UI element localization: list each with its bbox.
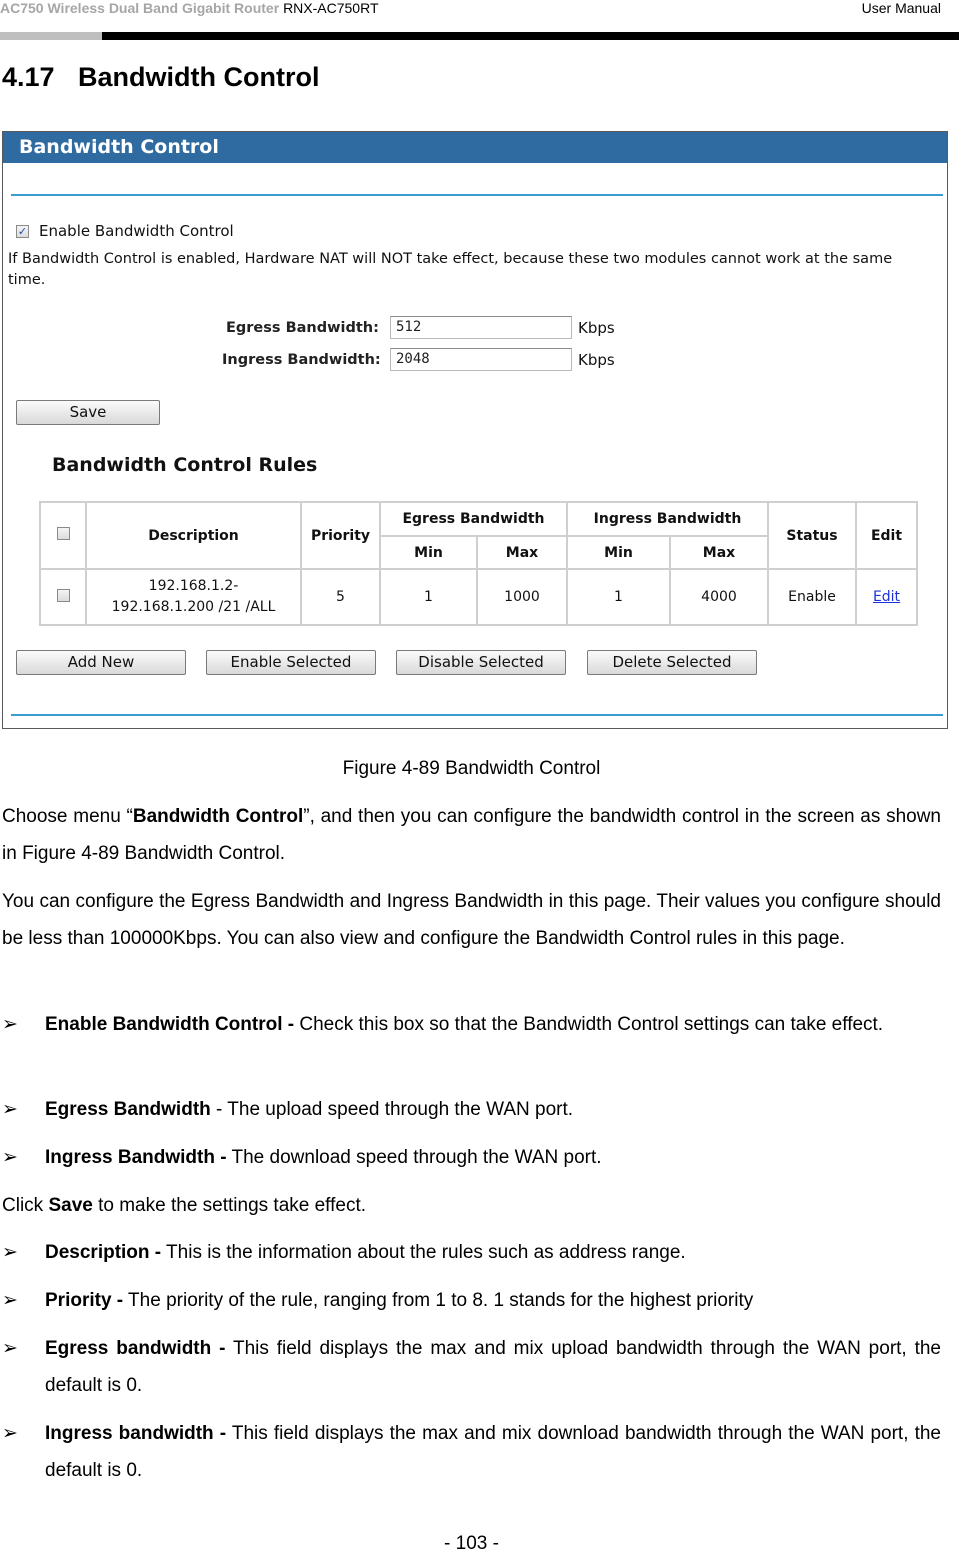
row-priority: 5 xyxy=(301,569,380,625)
col-ingress-max: Max xyxy=(670,536,768,569)
bullet-term: Priority - xyxy=(45,1290,124,1311)
bullet-egress-bandwidth xyxy=(2,1091,941,1128)
delete-selected-button[interactable]: Delete Selected xyxy=(587,650,757,675)
row-checkbox[interactable] xyxy=(57,589,70,602)
bullet-term: Enable Bandwidth Control - xyxy=(45,1014,295,1035)
col-priority: Priority xyxy=(301,502,380,569)
enable-label: Enable Bandwidth Control xyxy=(39,222,234,240)
col-description: Description xyxy=(86,502,301,569)
bandwidth-control-figure xyxy=(2,131,948,729)
bullet-term: Ingress Bandwidth - xyxy=(45,1147,227,1168)
row-egress-min: 1 xyxy=(380,569,477,625)
bullet-ingress-field xyxy=(2,1415,941,1489)
figure-caption: Figure 4-89 Bandwidth Control xyxy=(342,758,601,779)
enable-checkbox[interactable]: ✓ xyxy=(17,225,28,238)
header-product: AC750 Wireless Dual Band Gigabit Router xyxy=(0,0,280,16)
header-bar-black xyxy=(102,32,959,40)
bullet-term: Egress bandwidth - xyxy=(45,1338,226,1359)
bullet-priority xyxy=(2,1282,941,1319)
add-new-button[interactable]: Add New xyxy=(16,650,186,675)
rules-table xyxy=(39,501,918,626)
egress-input[interactable]: 512 xyxy=(390,316,572,339)
bullet-marker: ➢ xyxy=(2,1290,18,1311)
table-row xyxy=(40,569,917,625)
bullet-egress-field xyxy=(2,1330,941,1404)
intro-paragraph-2: You can configure the Egress Bandwidth and Ingress Bandwidth in this page. Their values you configure should be less than 100000Kbps. You can also view and configure the Bandwidth Control rules in this page. xyxy=(2,891,941,949)
bullet-ingress-bandwidth xyxy=(2,1139,941,1176)
section-title xyxy=(2,62,319,93)
bullet-marker: ➢ xyxy=(2,1147,18,1168)
bullet-description xyxy=(2,1234,941,1271)
bullet-text: Check this box so that the Bandwidth Control settings can take effect. xyxy=(294,1014,884,1035)
save-button[interactable]: Save xyxy=(16,400,160,425)
row-status: Enable xyxy=(768,569,856,625)
warning-line1: If Bandwidth Control is enabled, Hardware NAT will NOT take effect, because these two modules cannot work at the same xyxy=(8,251,893,267)
egress-label: Egress Bandwidth: xyxy=(226,320,379,336)
row-description xyxy=(86,569,301,625)
panel-title: Bandwidth Control xyxy=(3,132,947,163)
row-select-cell xyxy=(40,569,86,625)
bottom-divider xyxy=(11,714,943,716)
top-divider xyxy=(11,194,943,196)
intro-p1-a: Choose menu “ xyxy=(2,806,133,827)
col-ingress-min: Min xyxy=(567,536,670,569)
row-ingress-min: 1 xyxy=(567,569,670,625)
row-edit-cell xyxy=(856,569,917,625)
bullet-marker: ➢ xyxy=(2,1242,18,1263)
col-edit: Edit xyxy=(856,502,917,569)
click-save-a: Click xyxy=(2,1195,49,1216)
col-egress: Egress Bandwidth xyxy=(380,502,567,536)
bullet-text: This field displays the max and mix upload bandwidth through the WAN port, the default is 0. xyxy=(45,1338,941,1396)
bullet-marker: ➢ xyxy=(2,1099,18,1120)
header-left xyxy=(0,0,379,16)
click-save-paragraph xyxy=(2,1187,941,1224)
click-save-b: to make the settings take effect. xyxy=(92,1195,367,1216)
bullet-enable-bandwidth xyxy=(2,1006,941,1043)
header-manual: User Manual xyxy=(861,0,941,16)
ingress-label: Ingress Bandwidth: xyxy=(222,352,381,368)
intro-p1-b: ”, and then you can configure the bandwidth control in the screen as shown in Figure 4-89 Bandwidth Control. xyxy=(2,806,942,864)
edit-link[interactable]: Edit xyxy=(872,589,901,605)
header-bar-grey xyxy=(0,32,102,40)
select-all-checkbox[interactable] xyxy=(57,527,70,540)
intro-paragraph-1 xyxy=(2,798,941,872)
col-ingress: Ingress Bandwidth xyxy=(567,502,768,536)
page-header xyxy=(0,0,959,40)
section-title-text: Bandwidth Control xyxy=(78,62,320,92)
row-egress-max: 1000 xyxy=(477,569,567,625)
header-model: RNX-AC750RT xyxy=(283,0,379,16)
row-description-line2: 192.168.1.200 /21 /ALL xyxy=(111,599,276,615)
page-number: - 103 - xyxy=(444,1533,499,1554)
bullet-text: - The upload speed through the WAN port. xyxy=(210,1099,574,1120)
enable-selected-button[interactable]: Enable Selected xyxy=(206,650,376,675)
section-number: 4.17 xyxy=(2,62,55,92)
bullet-marker: ➢ xyxy=(2,1338,18,1359)
ingress-input[interactable]: 2048 xyxy=(390,348,572,371)
bullet-text: This is the information about the rules such as address range. xyxy=(161,1242,686,1263)
ingress-unit: Kbps xyxy=(578,351,615,369)
warning-line2: time. xyxy=(8,272,46,288)
col-egress-max: Max xyxy=(477,536,567,569)
row-ingress-max: 4000 xyxy=(670,569,768,625)
bullet-marker: ➢ xyxy=(2,1423,18,1444)
bullet-text: The priority of the rule, ranging from 1 to 8. 1 stands for the highest priority xyxy=(123,1290,754,1311)
bullet-term: Egress Bandwidth xyxy=(45,1099,211,1120)
bullet-term: Ingress bandwidth - xyxy=(45,1423,227,1444)
bullet-text: The download speed through the WAN port. xyxy=(226,1147,602,1168)
bullet-marker: ➢ xyxy=(2,1014,18,1035)
bullet-text: This field displays the max and mix download bandwidth through the WAN port, the default is 0. xyxy=(45,1423,942,1481)
bullet-term: Description - xyxy=(45,1242,162,1263)
intro-p1-bold: Bandwidth Control xyxy=(132,806,304,827)
rules-title: Bandwidth Control Rules xyxy=(52,454,318,476)
row-description-line1: 192.168.1.2- xyxy=(148,578,239,594)
col-egress-min: Min xyxy=(380,536,477,569)
click-save-bold: Save xyxy=(48,1195,93,1216)
disable-selected-button[interactable]: Disable Selected xyxy=(396,650,566,675)
egress-unit: Kbps xyxy=(578,319,615,337)
header-select-all xyxy=(40,502,86,569)
col-status: Status xyxy=(768,502,856,569)
